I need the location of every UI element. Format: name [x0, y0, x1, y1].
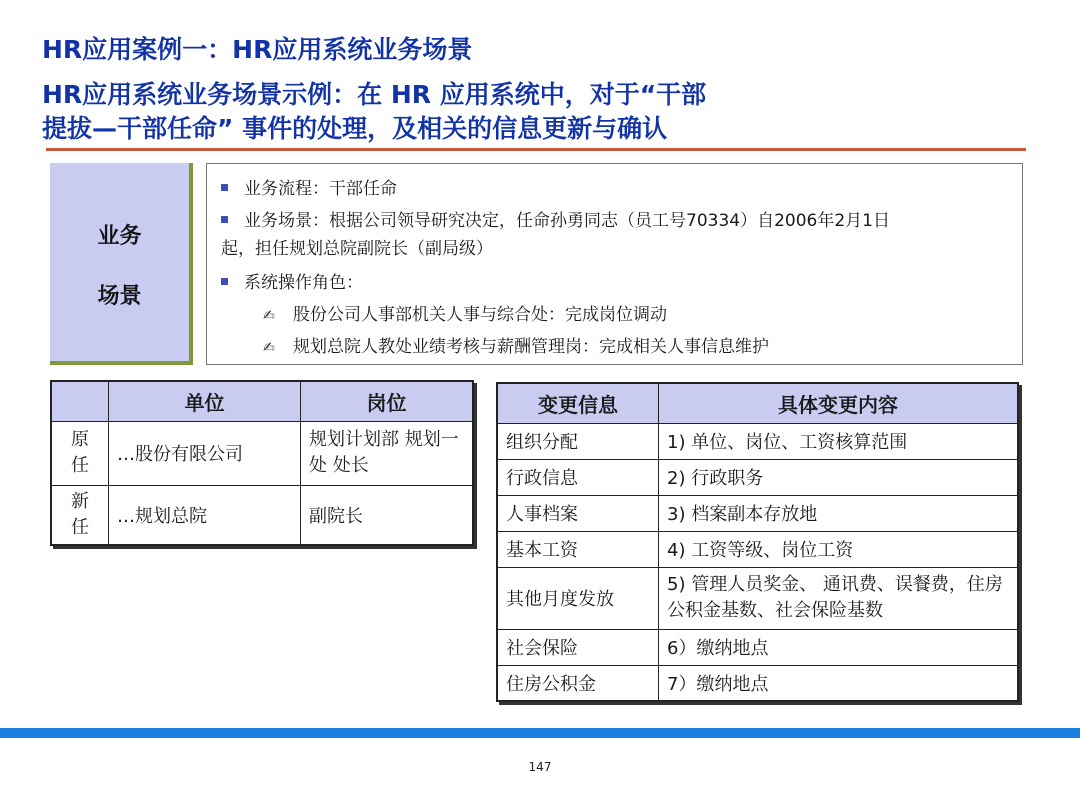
subtitle-line-1: HR应用系统业务场景示例：在 HR 应用系统中，对于“干部	[42, 80, 707, 109]
info-cell: 基本工资	[497, 531, 659, 567]
scene-label-line-1: 业务	[97, 224, 142, 249]
content-cell: 6）缴纳地点	[659, 629, 1019, 665]
unit-cell: …规划总院	[109, 485, 301, 545]
scenario-bullet	[221, 208, 890, 234]
content-cell: 5) 管理人员奖金、 通讯费、误餐费，住房公积金基数、社会保险基数	[659, 567, 1019, 629]
header-cell-info: 变更信息	[497, 383, 659, 423]
roles-bullet	[221, 270, 363, 296]
table-row	[497, 629, 1018, 665]
change-info-table	[496, 382, 1019, 702]
info-cell: 组织分配	[497, 423, 659, 459]
role-item-1	[263, 302, 667, 329]
content-cell: 7）缴纳地点	[659, 665, 1019, 701]
header-cell-content: 具体变更内容	[659, 383, 1019, 423]
table-row	[51, 421, 473, 485]
subtitle-line-2: 提拔—干部任命” 事件的处理，及相关的信息更新与确认	[42, 114, 668, 143]
table-row	[497, 531, 1018, 567]
content-cell: 2) 行政职务	[659, 459, 1019, 495]
content-cell: 3) 档案副本存放地	[659, 495, 1019, 531]
content-cell: 1) 单位、岗位、工资核算范围	[659, 423, 1019, 459]
header-cell-post: 岗位	[301, 381, 474, 421]
page-subtitle	[42, 78, 942, 146]
square-bullet-icon	[221, 216, 228, 223]
info-cell: 住房公积金	[497, 665, 659, 701]
writing-hand-icon: ✍	[263, 308, 275, 324]
info-cell: 其他月度发放	[497, 567, 659, 629]
table-row	[497, 567, 1018, 629]
scenario-text-1: 业务场景：根据公司领导研究决定，任命孙勇同志（员工号70334）自2006年2月1日	[244, 211, 890, 231]
table-row	[497, 665, 1018, 701]
row-label: 原任	[51, 421, 109, 485]
scenario-text-2: 起，担任规划总院副院长（副局级）	[221, 239, 493, 259]
table-header-row	[497, 383, 1018, 423]
scene-description-box	[206, 163, 1023, 365]
page-number: 147	[528, 760, 552, 774]
role-1-text: 股份公司人事部机关人事与综合处：完成岗位调动	[293, 305, 667, 325]
position-table	[50, 380, 474, 546]
row-label: 新任	[51, 485, 109, 545]
title-divider	[46, 148, 1026, 151]
flow-bullet	[221, 176, 397, 202]
table-row	[497, 423, 1018, 459]
content-cell: 4) 工资等级、岗位工资	[659, 531, 1019, 567]
scene-label-line-2: 场景	[97, 284, 142, 309]
page-title: HR应用案例一：HR应用系统业务场景	[42, 35, 473, 64]
post-cell: 副院长	[301, 485, 474, 545]
square-bullet-icon	[221, 184, 228, 191]
header-cell-blank	[51, 381, 109, 421]
header-cell-unit: 单位	[109, 381, 301, 421]
info-cell: 人事档案	[497, 495, 659, 531]
info-cell: 行政信息	[497, 459, 659, 495]
info-cell: 社会保险	[497, 629, 659, 665]
flow-text: 业务流程：干部任命	[244, 179, 397, 199]
footer-band	[0, 728, 1080, 738]
table-header-row	[51, 381, 473, 421]
post-cell: 规划计划部 规划一处 处长	[301, 421, 474, 485]
role-item-2	[263, 334, 769, 361]
scene-label-box	[50, 163, 193, 365]
table-row	[497, 459, 1018, 495]
table-row	[51, 485, 473, 545]
square-bullet-icon	[221, 278, 228, 285]
unit-cell: …股份有限公司	[109, 421, 301, 485]
role-2-text: 规划总院人教处业绩考核与薪酬管理岗：完成相关人事信息维护	[293, 337, 769, 357]
roles-label: 系统操作角色：	[244, 273, 363, 293]
writing-hand-icon: ✍	[263, 340, 275, 356]
table-row	[497, 495, 1018, 531]
